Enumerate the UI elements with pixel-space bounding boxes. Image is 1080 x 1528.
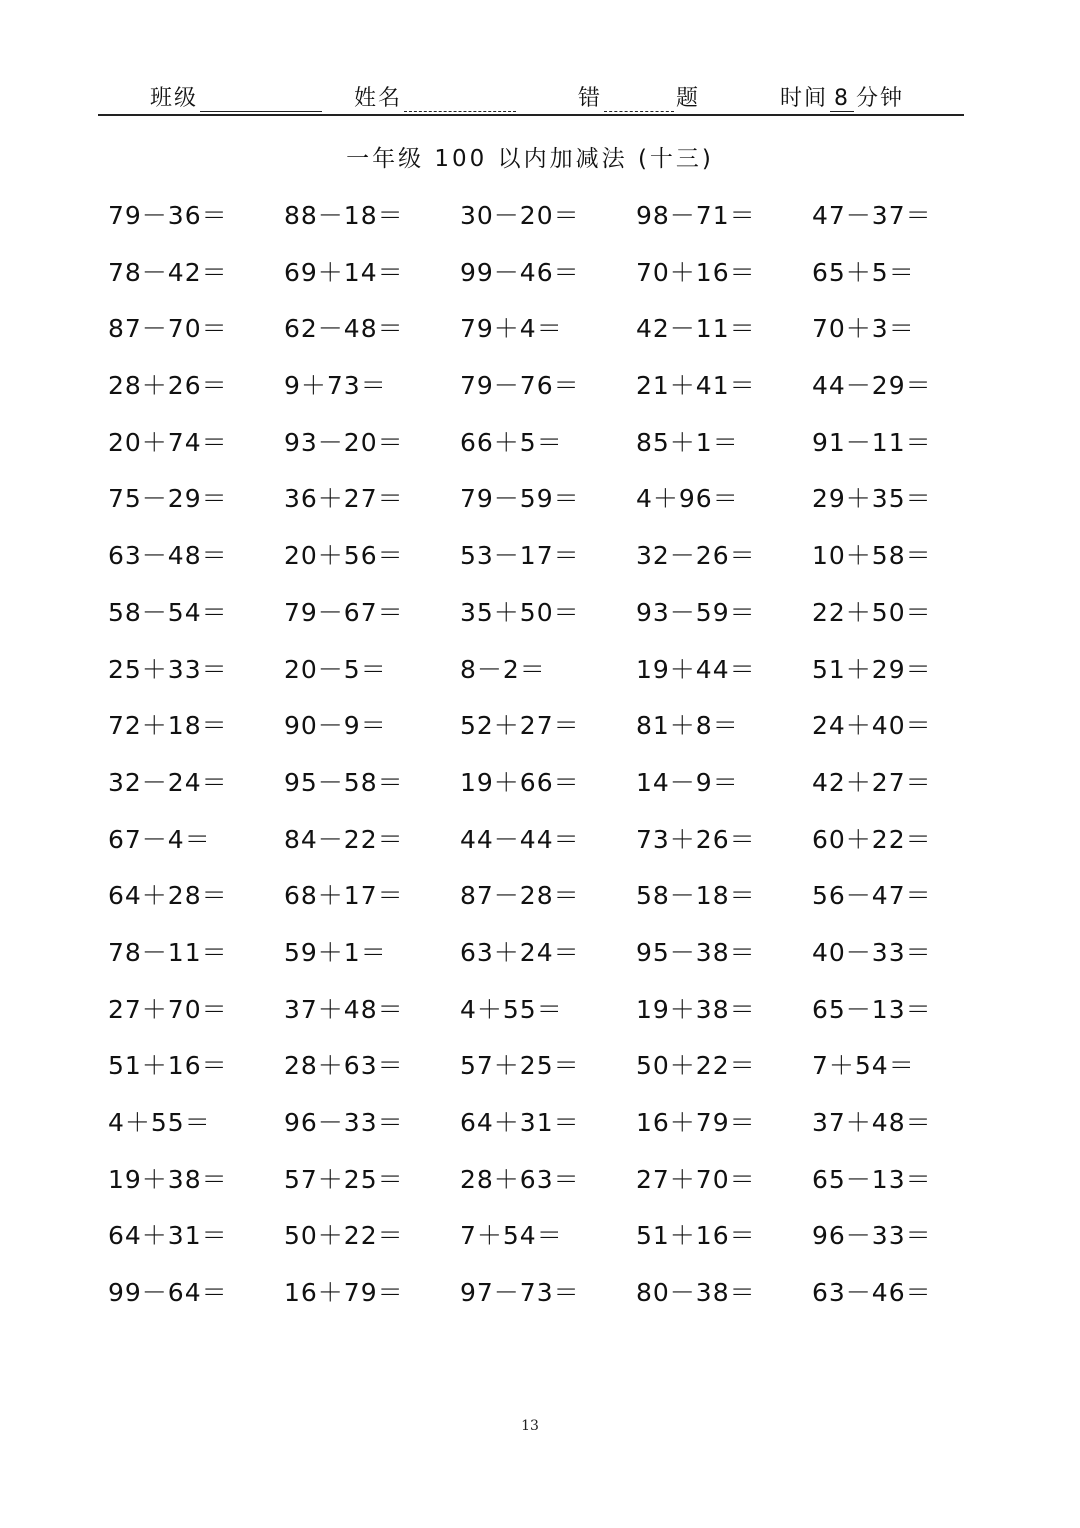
problem-item: 95－58＝ [284, 767, 404, 797]
problem-item: 79＋4＝ [460, 314, 563, 344]
problem-item: 20＋74＝ [108, 427, 228, 457]
problem-item: 85＋1＝ [636, 427, 739, 457]
problem-item: 97－73＝ [460, 1278, 580, 1308]
problem-item: 24＋40＝ [812, 711, 932, 741]
problem-item: 29＋35＝ [812, 484, 932, 514]
problem-item: 79－59＝ [460, 484, 580, 514]
problem-item: 93－20＝ [284, 427, 404, 457]
problem-item: 10＋58＝ [812, 541, 932, 571]
problem-grid [108, 196, 988, 1330]
problem-item: 32－26＝ [636, 541, 756, 571]
problem-item: 78－42＝ [108, 257, 228, 287]
problem-item: 16＋79＝ [284, 1278, 404, 1308]
problem-item: 50＋22＝ [636, 1051, 756, 1081]
problem-item: 25＋33＝ [108, 654, 228, 684]
problem-item: 52＋27＝ [460, 711, 580, 741]
problem-item: 57＋25＝ [284, 1164, 404, 1194]
problem-item: 64＋28＝ [108, 881, 228, 911]
problem-item: 16＋79＝ [636, 1108, 756, 1137]
page-number: 13 [521, 1418, 539, 1434]
problem-item: 93－59＝ [636, 597, 756, 627]
problem-item: 67－4＝ [108, 824, 211, 854]
problem-item: 69＋14＝ [284, 257, 404, 287]
problem-item: 19＋38＝ [108, 1164, 228, 1194]
problem-item: 78－11＝ [108, 937, 228, 967]
problem-item: 88－18＝ [284, 201, 404, 230]
problem-item: 51＋16＝ [108, 1051, 228, 1081]
problem-item: 65＋5＝ [812, 257, 915, 287]
problem-item: 4＋55＝ [108, 1108, 211, 1137]
problem-item: 63－48＝ [108, 541, 228, 571]
problem-item: 63＋24＝ [460, 937, 580, 967]
problem-item: 7＋54＝ [460, 1221, 563, 1251]
problem-item: 50＋22＝ [284, 1221, 404, 1251]
problem-item: 53－17＝ [460, 541, 580, 571]
problem-item: 28＋26＝ [108, 371, 228, 401]
problem-item: 58－18＝ [636, 881, 756, 911]
problem-item: 96－33＝ [812, 1221, 932, 1251]
problem-item: 19＋38＝ [636, 994, 756, 1024]
time-label: 时间 [780, 86, 829, 111]
problem-item: 57＋25＝ [460, 1051, 580, 1081]
name-blank[interactable] [404, 89, 516, 112]
problem-item: 20＋56＝ [284, 541, 404, 571]
problem-item: 91－11＝ [812, 427, 932, 457]
problem-item: 7＋54＝ [812, 1051, 915, 1081]
problem-item: 51＋29＝ [812, 654, 932, 684]
problem-item: 19＋66＝ [460, 767, 580, 797]
problem-item: 51＋16＝ [636, 1221, 756, 1251]
problem-item: 37＋48＝ [284, 994, 404, 1024]
wrong-suffix: 题 [676, 86, 701, 111]
problem-item: 14－9＝ [636, 767, 739, 797]
problem-item: 36＋27＝ [284, 484, 404, 514]
problem-item: 79－36＝ [108, 201, 228, 230]
problem-item: 9＋73＝ [284, 371, 387, 401]
problem-item: 62－48＝ [284, 314, 404, 344]
problem-item: 47－37＝ [812, 201, 932, 230]
problem-item: 96－33＝ [284, 1108, 404, 1137]
problem-item: 79－76＝ [460, 371, 580, 401]
problem-item: 63－46＝ [812, 1278, 932, 1308]
wrong-count-field [578, 81, 700, 112]
problem-item: 20－5＝ [284, 654, 387, 684]
problem-item: 66＋5＝ [460, 427, 563, 457]
problem-item: 87－70＝ [108, 314, 228, 344]
problem-item: 27＋70＝ [108, 994, 228, 1024]
problem-item: 4＋55＝ [460, 994, 563, 1024]
problem-item: 30－20＝ [460, 201, 580, 230]
class-field [150, 81, 324, 112]
name-label: 姓名 [354, 86, 403, 111]
problem-item: 60＋22＝ [812, 824, 932, 854]
time-value: 8 [830, 87, 854, 112]
problem-item: 22＋50＝ [812, 597, 932, 627]
time-unit: 分钟 [856, 86, 905, 111]
problem-item: 81＋8＝ [636, 711, 739, 741]
problem-item: 40－33＝ [812, 937, 932, 967]
wrong-label: 错 [578, 86, 603, 111]
problem-item: 42＋27＝ [812, 767, 932, 797]
problem-item: 27＋70＝ [636, 1164, 756, 1194]
problem-item: 44－29＝ [812, 371, 932, 401]
problem-item: 8－2＝ [460, 654, 546, 684]
problem-item: 65－13＝ [812, 1164, 932, 1194]
name-field [354, 81, 518, 112]
wrong-count-blank[interactable] [604, 89, 674, 112]
problem-item: 73＋26＝ [636, 824, 756, 854]
problem-item: 4＋96＝ [636, 484, 739, 514]
problem-item: 35＋50＝ [460, 597, 580, 627]
problem-item: 44－44＝ [460, 824, 580, 854]
problem-item: 80－38＝ [636, 1278, 756, 1308]
problem-item: 28＋63＝ [284, 1051, 404, 1081]
class-label: 班级 [150, 86, 199, 111]
problem-item: 58－54＝ [108, 597, 228, 627]
problem-item: 19＋44＝ [636, 654, 756, 684]
problem-item: 28＋63＝ [460, 1164, 580, 1194]
problem-item: 87－28＝ [460, 881, 580, 911]
problem-item: 64＋31＝ [460, 1108, 580, 1137]
problem-item: 32－24＝ [108, 767, 228, 797]
problem-item: 70＋3＝ [812, 314, 915, 344]
problem-item: 95－38＝ [636, 937, 756, 967]
problem-item: 37＋48＝ [812, 1108, 932, 1137]
problem-item: 64＋31＝ [108, 1221, 228, 1251]
problem-item: 59＋1＝ [284, 937, 387, 967]
class-blank[interactable] [200, 89, 322, 112]
problem-item: 75－29＝ [108, 484, 228, 514]
worksheet-header [98, 78, 964, 116]
problem-item: 68＋17＝ [284, 881, 404, 911]
time-field [780, 81, 904, 112]
problem-item: 98－71＝ [636, 201, 756, 230]
problem-item: 90－9＝ [284, 711, 387, 741]
problem-item: 79－67＝ [284, 597, 404, 627]
problem-item: 21＋41＝ [636, 371, 756, 401]
worksheet-title: 一年级 100 以内加减法 (十三) [346, 146, 714, 172]
problem-item: 99－64＝ [108, 1278, 228, 1308]
problem-item: 72＋18＝ [108, 711, 228, 741]
problem-item: 56－47＝ [812, 881, 932, 911]
problem-item: 70＋16＝ [636, 257, 756, 287]
problem-item: 99－46＝ [460, 257, 580, 287]
problem-item: 65－13＝ [812, 994, 932, 1024]
problem-item: 42－11＝ [636, 314, 756, 344]
problem-item: 84－22＝ [284, 824, 404, 854]
